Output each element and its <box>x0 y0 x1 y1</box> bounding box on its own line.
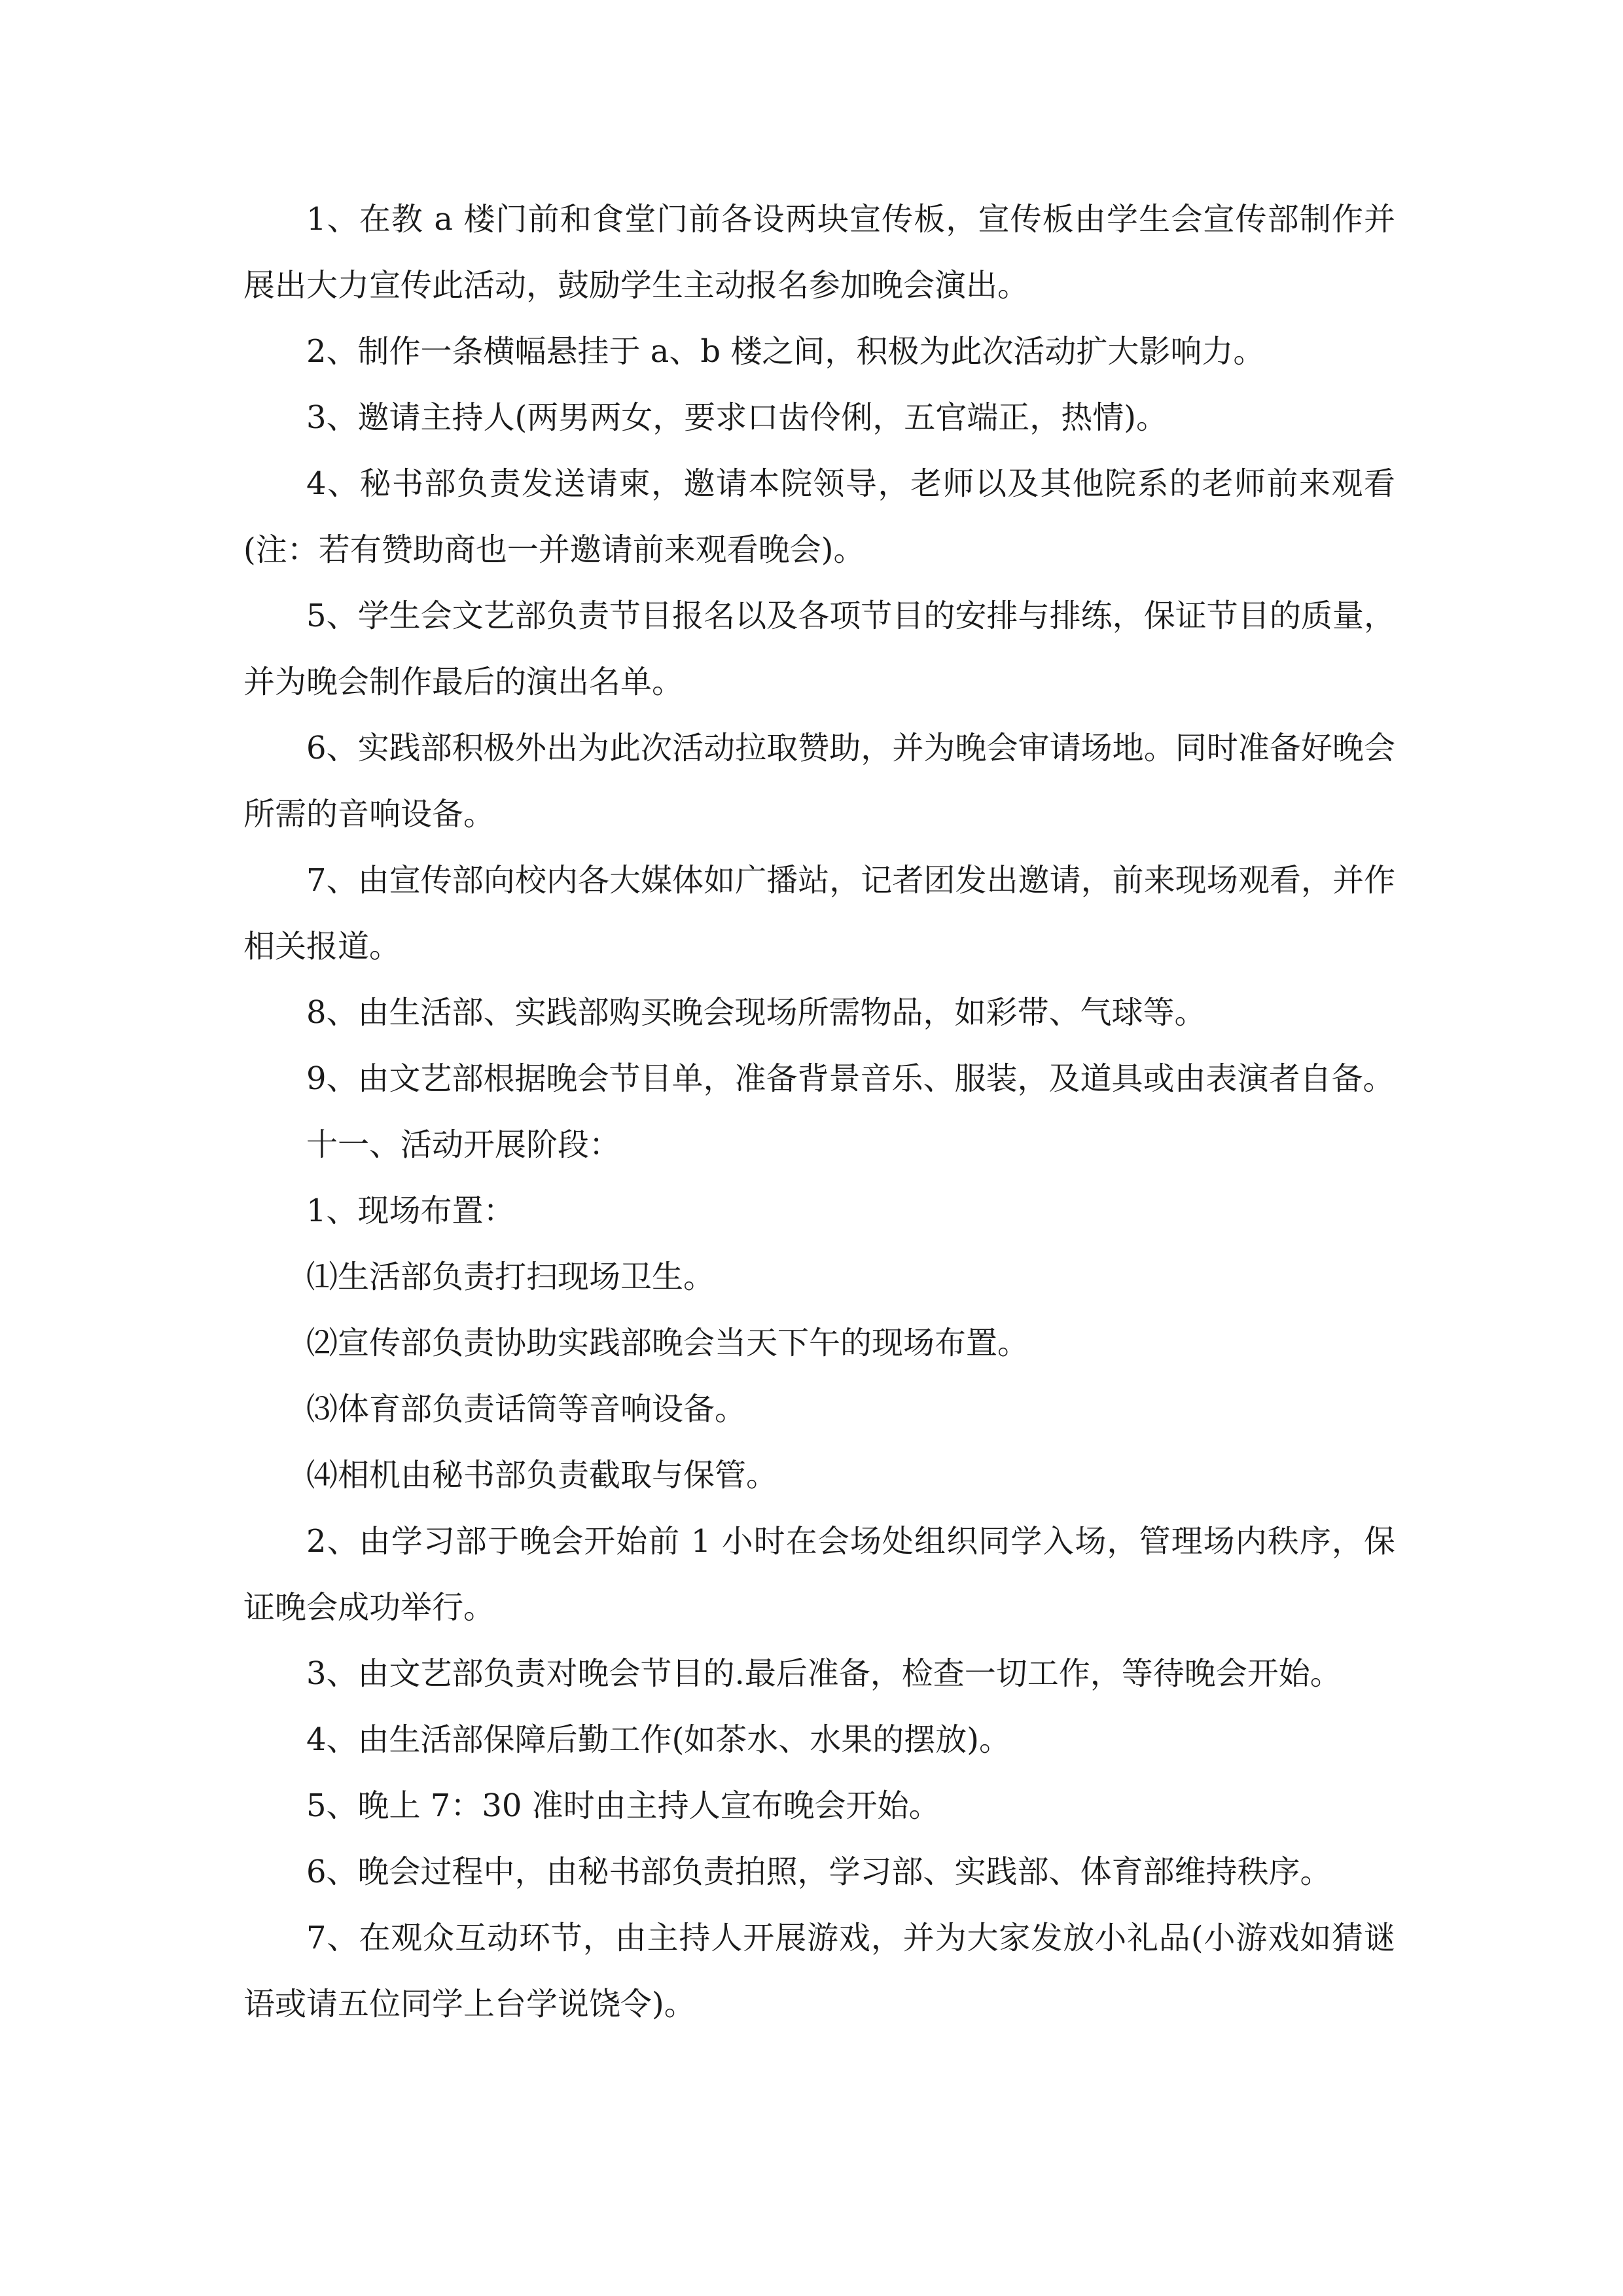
paragraph-camera: ⑷相机由秘书部负责截取与保管。 <box>306 1457 778 1494</box>
paragraph-sponsorship: 6、实践部积极外出为此次活动拉取赞助，并为晚会审请场地。同时准备好晚会所需的音响设备。 <box>243 730 1395 833</box>
section-heading-activity-stage: 十一、活动开展阶段： <box>306 1126 621 1163</box>
paragraph-audio-equipment: ⑶体育部负责话筒等音响设备。 <box>306 1391 747 1427</box>
paragraph-start-time: 5、晚上 7：30 准时由主持人宣布晚会开始。 <box>306 1787 940 1824</box>
paragraph-banner: 2、制作一条横幅悬挂于 a、b 楼之间，积极为此次活动扩大影响力。 <box>306 333 1265 370</box>
paragraph-invitations: 4、秘书部负责发送请柬，邀请本院领导，老师以及其他院系的老师前来观看(注：若有赞助商也一并邀请前来观看晚会)。 <box>243 465 1395 568</box>
paragraph-supplies: 8、由生活部、实践部购买晚会现场所需物品，如彩带、气球等。 <box>306 994 1206 1031</box>
paragraph-cleaning: ⑴生活部负责打扫现场卫生。 <box>306 1259 715 1295</box>
paragraph-logistics: 4、由生活部保障后勤工作(如茶水、水果的摆放)。 <box>306 1721 1010 1758</box>
paragraph-entry-order: 2、由学习部于晚会开始前 1 小时在会场处组织同学入场，管理场内秩序，保证晚会成功举行。 <box>243 1523 1395 1626</box>
paragraph-photography: 6、晚会过程中，由秘书部负责拍照，学习部、实践部、体育部维持秩序。 <box>306 1854 1332 1890</box>
paragraph-decoration: ⑵宣传部负责协助实践部晚会当天下午的现场布置。 <box>306 1325 1029 1361</box>
paragraph-program-registration: 5、学生会文艺部负责节目报名以及各项节目的安排与排练，保证节目的质量，并为晚会制作最后的演出名单。 <box>243 598 1395 700</box>
paragraph-media: 7、由宣传部向校内各大媒体如广播站，记者团发出邀请，前来现场观看，并作相关报道。 <box>243 862 1395 965</box>
paragraph-publicity-boards: 1、在教 a 楼门前和食堂门前各设两块宣传板，宣传板由学生会宣传部制作并展出大力宣传此活动，鼓励学生主动报名参加晚会演出。 <box>243 201 1395 304</box>
paragraph-music-costumes: 9、由文艺部根据晚会节目单，准备背景音乐、服装，及道具或由表演者自备。 <box>306 1060 1395 1097</box>
paragraph-audience-interaction: 7、在观众互动环节，由主持人开展游戏，并为大家发放小礼品(小游戏如猜谜语或请五位同学上台学说饶令)。 <box>243 1920 1395 2022</box>
document-body <box>243 187 1395 2037</box>
paragraph-hosts: 3、邀请主持人(两男两女，要求口齿伶俐，五官端正，热情)。 <box>306 399 1168 436</box>
paragraph-venue-setup: 1、现场布置： <box>306 1193 515 1229</box>
paragraph-final-preparation: 3、由文艺部负责对晚会节目的.最后准备，检查一切工作，等待晚会开始。 <box>306 1655 1342 1692</box>
